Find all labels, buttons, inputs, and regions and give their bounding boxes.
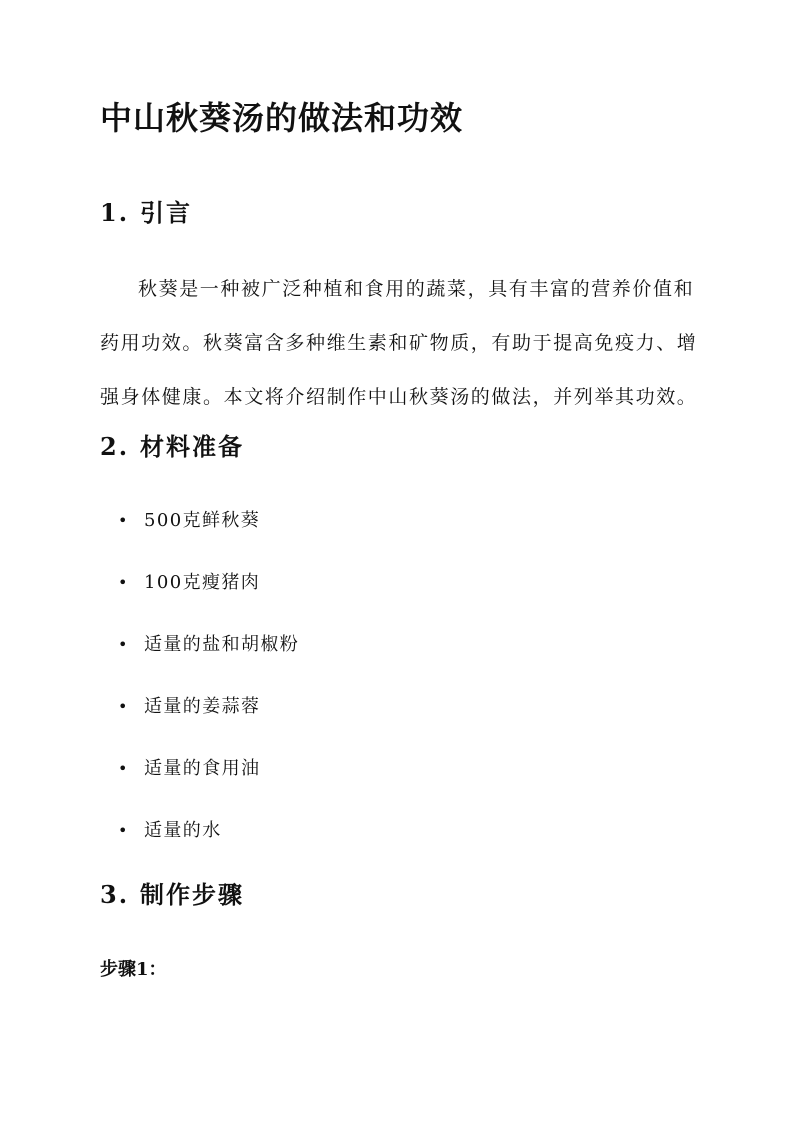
step-label: 步骤1： [100,959,167,980]
list-item [118,570,260,596]
ingredient-text: 适量的水 [144,820,222,841]
paragraph-line: 秋葵是一种被广泛种植和食用的蔬菜，具有丰富的营养价值和 [138,278,695,300]
ingredient-text: 100克瘦猪肉 [144,572,261,593]
section-heading-steps [100,878,244,912]
bullet-icon: • [118,821,129,840]
section-heading-introduction [100,196,192,230]
list-item [118,756,260,782]
ingredient-text: 适量的食用油 [144,758,261,779]
ingredient-text: 适量的姜蒜蓉 [144,696,261,717]
bullet-icon: • [118,697,129,716]
paragraph-line: 强身体健康。本文将介绍制作中山秋葵汤的做法，并列举其功效。 [100,386,698,408]
introduction-paragraph [100,262,700,424]
ingredient-text: 500克鲜秋葵 [144,510,261,531]
section-heading-ingredients [100,430,244,464]
list-item [118,694,260,720]
ingredient-text: 适量的盐和胡椒粉 [144,634,300,655]
paragraph-line: 药用功效。秋葵富含多种维生素和矿物质，有助于提高免疫力、增 [100,332,698,354]
section-number: 1. [100,198,130,227]
section-title: 制作步骤 [140,880,244,909]
section-title: 材料准备 [140,432,244,461]
bullet-icon: • [118,573,129,592]
bullet-icon: • [118,511,129,530]
section-number: 3. [100,880,130,909]
document-title: 中山秋葵汤的做法和功效 [100,99,464,137]
list-item [118,632,299,658]
section-title: 引言 [140,198,192,227]
bullet-icon: • [118,759,129,778]
bullet-icon: • [118,635,129,654]
list-item [118,818,222,844]
section-number: 2. [100,432,130,461]
list-item [118,508,260,534]
